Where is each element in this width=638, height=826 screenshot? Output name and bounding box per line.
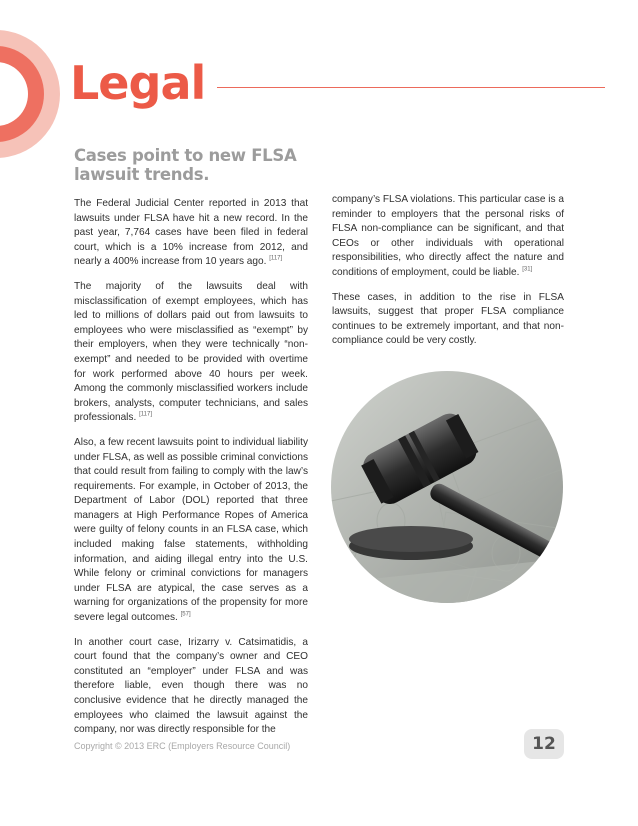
- paragraph: The majority of the lawsuits deal with misclassification of exempt employees, which has led to millions of dollars paid out from lawsuits to employees who were misclassified as “exempt” by their employers, when they were technically “non-exempt” and needed to be provided with overtime for work performed above 40 hours per week. Among the commonly misclassified workers include brokers, analysts, computer technicians, and sales professionals. [117]: [74, 280, 308, 424]
- citation: [57]: [180, 611, 191, 618]
- paragraph: company’s FLSA violations. This particular case is a reminder to employers that the personal risks of FLSA non-compliance can be significant, and that CEOs or other individuals with operational responsibilities, who directly affect the nature and conditions of employment, could be liable. [31]: [332, 194, 564, 278]
- left-text-column: [74, 197, 308, 748]
- citation: [31]: [522, 266, 533, 273]
- paragraph: The Federal Judicial Center reported in 2013 that lawsuits under FLSA have hit a new record. In the past year, 7,764 cases have been filed in federal court, which is a 10% increase from 2012, and nearly a 400% increase from 10 years ago. [117]: [74, 198, 308, 268]
- section-subheading: Cases point to new FLSA lawsuit trends.: [74, 146, 297, 184]
- title-divider: [217, 87, 605, 88]
- gavel-on-money-icon: [331, 371, 563, 603]
- citation: [117]: [269, 256, 283, 263]
- page-number-badge: 12: [524, 729, 564, 759]
- paragraph: These cases, in addition to the rise in FLSA lawsuits, suggest that proper FLSA compliance continues to be extremely important, and that non-compliance could be very costly.: [332, 291, 564, 347]
- paragraph: Also, a few recent lawsuits point to individual liability under FLSA, as well as possible criminal convictions that could result from failing to comply with the law’s requirements. For example, in October of 2013, the Department of Labor (DOL) reported that three managers at High Performance Ropes of America were guilty of felony counts in an FLSA case, which included making false statements, withholding information, and aiding illegal entry into the U.S. While felony or criminal convictions for managers under FLSA are atypical, the case serves as a warning for organizations of the propensity for more severe legal outcomes. [57]: [74, 436, 308, 624]
- footer-copyright: Copyright © 2013 ERC (Employers Resource Council): [74, 741, 291, 751]
- page-title: Legal: [70, 56, 206, 110]
- right-text-column: [332, 193, 564, 359]
- citation: [117]: [139, 411, 152, 418]
- paragraph: In another court case, Irizarry v. Catsimatidis, a court found that the company’s owner and CEO constituted an “employer” under FLSA and was therefore liable, even though there was no conclusive evidence that he directly managed the employees who claimed the lawsuit against the company, nor was directly responsible for the: [74, 636, 308, 736]
- gavel-photo: [331, 371, 563, 603]
